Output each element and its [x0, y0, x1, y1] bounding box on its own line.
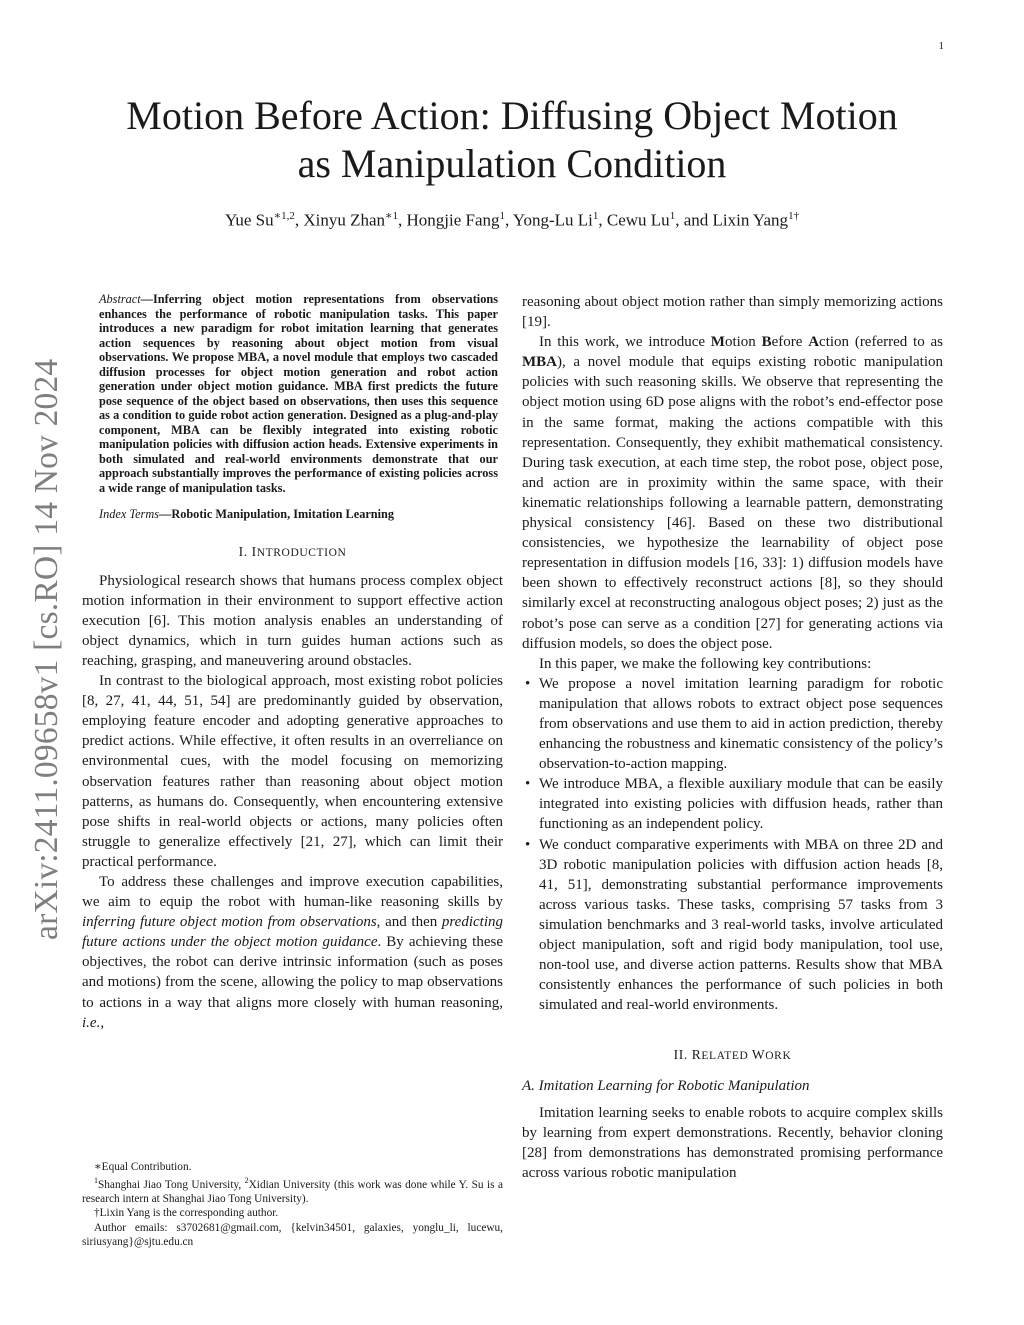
text-run: To address these challenges and improve execution capabilities, we aim to equip the robot with human-like reasoning skills by [82, 874, 503, 911]
text-run: . By achieving these objectives, the robot can derive intrinsic information (such as poses and motions) from the scene, allowing the policy to map observations to actions in a way that aligns more closely with human reasoning, [82, 934, 503, 1011]
title-line-1: Motion Before Action: Diffusing Object Motion [126, 93, 898, 138]
bold-initial: A [808, 334, 820, 351]
text-run: , [100, 1014, 105, 1031]
section-heading-initial: R [691, 1047, 702, 1063]
right-paragraph-1 [522, 332, 943, 654]
text-run: ), a novel module that equips existing robotic manipulation policies with such reasoning skills. We observe that representing the object motion using 6D pose aligns with the robot’s end-effector pose in the same format, making the actions compatible with this representation. Consequently, they exhibit mathematical consistency. During task execution, at each time step, the robot pose, object pose, and action are in proximity within the same space, with their kinematic relationships following a learnable pattern, demonstrating physical consistency [46]. Based on these two distributional consistencies, we hypothesize the learnability of object pose representation in diffusion models [16, 33]: 1) diffusion models have been shown to effectively reconstruct actions [8], so they should similarly excel at reconstructing analogous object poses; 2) just as the robot’s pose can serve as a condition [27] for generating actions via diffusion models, so does the object pose. [522, 354, 943, 652]
affiliation-marker: 2 [244, 1176, 249, 1186]
affiliation-marker: 1 [94, 1176, 98, 1186]
abstract [82, 292, 503, 495]
footnote-equal-contribution: ∗Equal Contribution. [94, 1161, 192, 1173]
author-separator: , [294, 210, 304, 230]
emphasis: predicting future actions under the object motion guidance [82, 914, 503, 951]
section-number: II. [673, 1047, 692, 1063]
footnote-affiliations [82, 1174, 503, 1206]
contribution-item: • We introduce MBA, a flexible auxiliary module that can be easily integrated into existing policies with diffusion heads, rather than functioning as an independent policy. [539, 774, 943, 834]
text-run: otion [724, 334, 762, 351]
author-affiliation: ∗1,2 [273, 210, 295, 222]
text-run: ction (referred to as [819, 334, 943, 351]
section-heading-rest: ELATED [701, 1050, 752, 1063]
footnote-emails: Author emails: s3702681@gmail.com, {kelvin34501, galaxies, yonglu_li, lucewu, siriusyang}@sjtu.edu.cn [82, 1221, 503, 1248]
bold-acronym: MBA [522, 354, 557, 371]
bold-initial: M [710, 334, 725, 351]
bold-initial: B [761, 334, 772, 351]
section-heading-rest: ORK [765, 1050, 792, 1063]
contribution-item: • We propose a novel imitation learning paradigm for robotic manipulation that allows robots to extract object pose sequences from observations and use them to aid in action prediction, thereby enhancing the robustness and kinematic consistency of the policy’s observation-to-action mapping. [539, 674, 943, 774]
text-run: In this work, we introduce [539, 334, 711, 351]
section-heading-initial: I [251, 543, 257, 559]
author: Yong-Lu Li [512, 210, 593, 230]
right-paragraph-2: In this paper, we make the following key contributions: [539, 655, 872, 672]
section-heading-initial: W [751, 1047, 766, 1063]
title-line-2: as Manipulation Condition [297, 141, 727, 186]
section-heading-rest: NTRODUCTION [256, 546, 347, 559]
arxiv-stamp: arXiv:2411.09658v1 [cs.RO] 14 Nov 2024 [28, 358, 65, 940]
text-run: Shanghai Jiao Tong University, [98, 1178, 245, 1191]
related-work-paragraph-1: Imitation learning seeks to enable robots to acquire complex skills by learning from expert demonstrations. Recently, behavior cloning [28] from demonstrations has demonstrated promising performance across various robotic manipulation [522, 1104, 943, 1181]
abstract-text: —Inferring object motion representations from observations enhances the performance of robotic manipulation tasks. This paper introduces a new paradigm for robot imitation learning that generates action sequences by reasoning about object motion from visual observations. We propose MBA, a novel module that employs two cascaded diffusion processes for object motion generation and robot action generation under object motion guidance. MBA first predicts the future pose sequence of the object based on observations, then uses this sequence as a condition to guide robot action generation. Designed as a plug-and-play component, MBA can be flexibly integrated into existing robotic manipulation policies with diffusion action heads. Extensive experiments in both simulated and real-world environments demonstrate that our approach substantially improves the performance of existing policies across a wide range of manipulation tasks. [99, 292, 498, 495]
paper-title [60, 92, 964, 188]
text-run: Xidian University (this work was done while Y. Su is a research intern at Shanghai Jiao Tong University). [82, 1178, 503, 1206]
intro-paragraph-1: Physiological research shows that humans process complex object motion information in their environment to support effective action execution [6]. This motion analysis enables an understanding of object dynamics, which in turn guides human actions such as reaching, grasping, and maneuvering around obstacles. [82, 572, 503, 669]
author: Yue Su [224, 210, 274, 230]
subsection-heading: A. Imitation Learning for Robotic Manipulation [522, 1078, 810, 1095]
contributions-list [522, 674, 943, 1016]
contribution-item: • We conduct comparative experiments with MBA on three 2D and 3D robotic manipulation policies with diffusion action heads [8, 41, 51], demonstrating substantial performance improvements across various tasks. These tasks, comprising 57 tasks from 3 simulation benchmarks and 3 real-world tasks, involve articulated object manipulation, soft and rigid body manipulation, tool use, non-tool use, and diverse action patterns. Results show that MBA consistently enhances the performance of such policies in both simulated and real-world environments. [539, 835, 943, 1016]
text-run: efore [771, 334, 809, 351]
text-run: , and then [376, 914, 442, 931]
emphasis: i.e. [82, 1014, 101, 1031]
author-affiliation: ∗1 [385, 210, 398, 222]
author: Hongjie Fang [406, 210, 500, 230]
author-separator: , and [675, 210, 713, 230]
section-heading-related-work [522, 1045, 943, 1066]
author: Xinyu Zhan [303, 210, 386, 230]
author-separator: , [505, 210, 513, 230]
right-paragraph-0: reasoning about object motion rather than simply memorizing actions [19]. [522, 294, 943, 331]
section-heading-introduction [82, 542, 503, 563]
section-number: I. [238, 543, 252, 559]
index-terms [82, 507, 503, 522]
right-column [522, 292, 943, 1183]
author-affiliation: 1† [788, 210, 800, 222]
author-separator: , [598, 210, 607, 230]
footnotes [82, 1160, 503, 1249]
author-list [60, 204, 964, 233]
author-affiliation: 1 [669, 210, 676, 222]
author-affiliation: 1 [592, 210, 599, 222]
author-separator: , [398, 210, 407, 230]
index-terms-text: —Robotic Manipulation, Imitation Learning [159, 507, 395, 521]
left-column [82, 292, 503, 1033]
emphasis: inferring future object motion from observations [82, 914, 377, 931]
abstract-label: Abstract [99, 292, 141, 306]
intro-paragraph-2: In contrast to the biological approach, most existing robot policies [8, 27, 41, 44, 51, 54] are predominantly guided by observation, employing feature encoder and adopting generative approaches to predict actions. While effective, it often results in an overreliance on environmental cues, with the model focusing on memorizing observation features rather than reasoning about object motion patterns, as humans do. Consequently, when encountering extensive pose shifts in real-world objects or actions, many policies often struggle to generalize effectively [21, 27], which can limit their practical performance. [82, 673, 503, 870]
intro-paragraph-3 [82, 872, 503, 1033]
index-terms-label: Index Terms [99, 507, 160, 521]
author: Lixin Yang [712, 210, 789, 230]
footnote-corresponding: †Lixin Yang is the corresponding author. [94, 1207, 279, 1220]
author-affiliation: 1 [499, 210, 506, 222]
page-number: 1 [938, 40, 944, 52]
author: Cewu Lu [606, 210, 670, 230]
